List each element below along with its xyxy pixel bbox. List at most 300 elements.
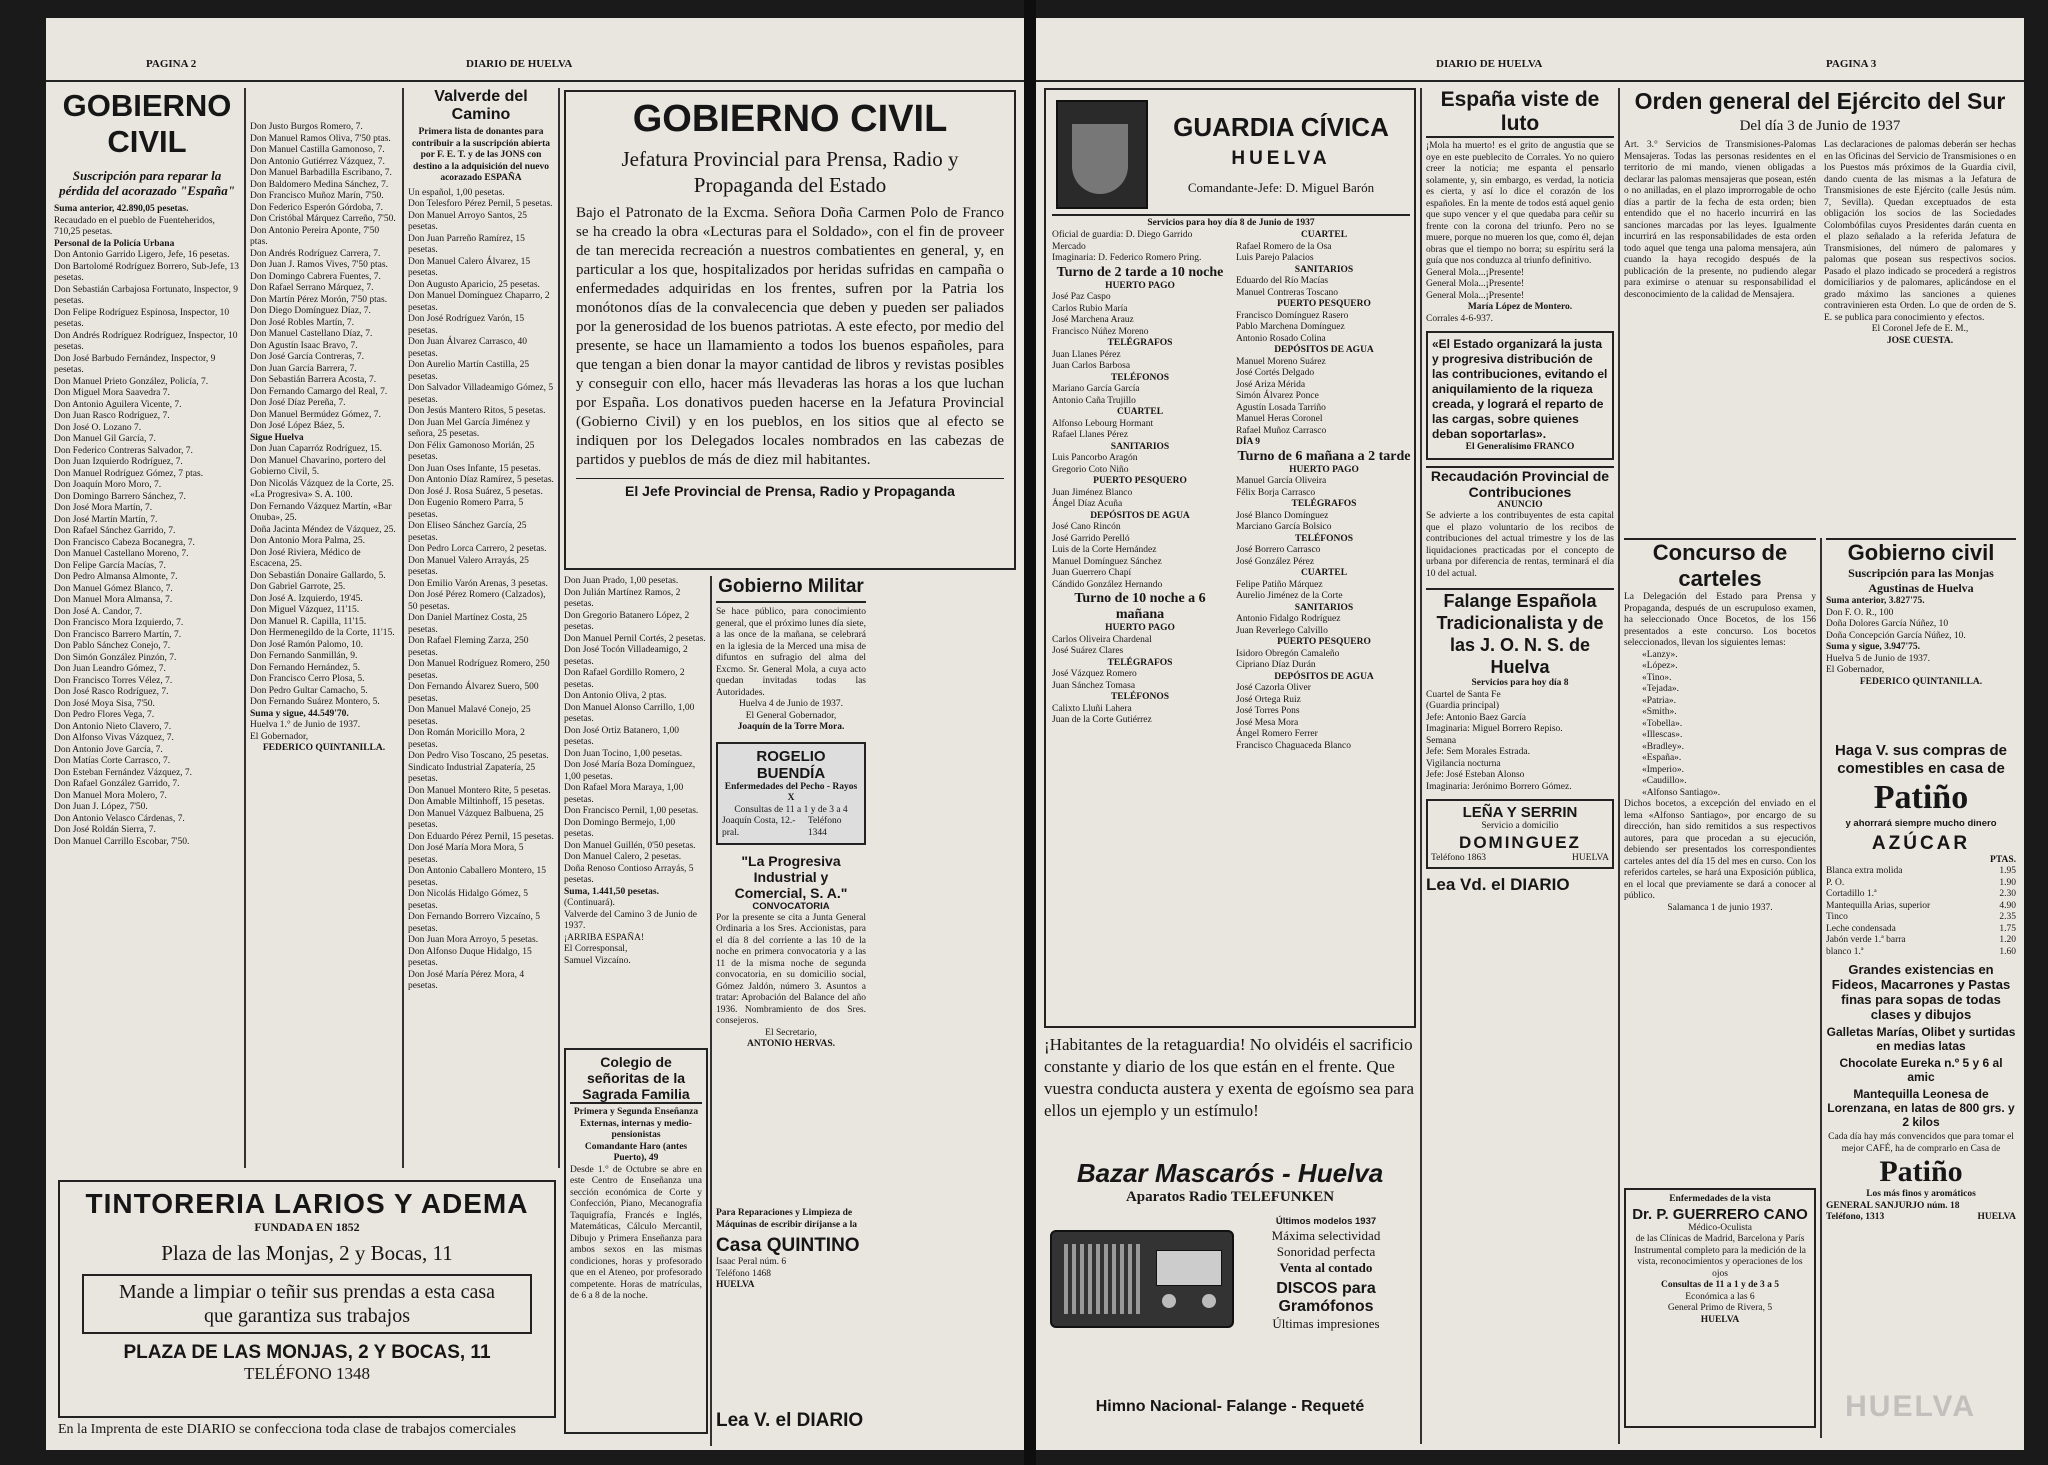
section-subtitle: Suscripción para reparar la pérdida del acorazado "España" [59,168,235,198]
ad-buendia [716,742,866,846]
section-title: Gobierno civil [1826,538,2016,566]
guard-item: Luis de la Corte Hernández [1052,545,1157,555]
list-item: Don Pedro Gultar Camacho, 5. [250,685,368,696]
guard-item: TELÉGRAFOS [1107,657,1173,668]
price-item: Jabón verde 1.ª barra [1826,935,1906,945]
list-item: Don Agustín Isaac Bravo, 7. [250,340,358,351]
list-item: Don Francisco Muñoz Marín, 7'50. [250,191,384,201]
list-item: Jefe: Sem Morales Estrada. [1426,747,1530,757]
ad-economic: Económica a las 6 [1685,1291,1755,1302]
guard-item: Turno de 6 mañana a 2 tarde [1237,448,1411,464]
list-item: Don José Barbudo Fernández, Inspector, 9 pesetas. [54,353,216,375]
guard-item: PUERTO PESQUERO [1277,637,1371,647]
bazar-mascaros-ad [1044,1158,1416,1444]
list-item: Don Fernando Vázquez Martín, «Bar Onuba», 25. [250,501,392,523]
ad-promo: Cada día hay más convencidos que para tomar el mejor CAFÉ, ha de comprarlo en Casa de [1828,1132,2014,1154]
ad-promo: Mantequilla Leonesa de Lorenzana, en latas de 800 grs. y 2 kilos [1827,1087,2015,1129]
guard-item: Manuel Heras Coronel [1236,414,1323,424]
guard-item: Turno de 2 tarde a 10 noche [1056,264,1224,280]
ad-name: Casa QUINTINO [716,1235,860,1256]
signature: María López de Montero. [1467,302,1573,312]
list-item: Don Félix Gamonoso Morián, 25 pesetas. [408,440,535,462]
list-item: Don Pedro Lorca Carrero, 2 pesetas. [408,544,547,554]
list-item: Don Manuel Carrillo Escobar, 7'50. [54,836,190,847]
list-item: Don Manuel Calero Álvarez, 15 pesetas. [408,256,531,278]
guard-item: Félix Borja Carrasco [1236,487,1316,498]
ad-hours: Consultas de 11 a 1 y de 3 a 5 [1661,1280,1779,1290]
radio-illustration [1050,1230,1234,1328]
commander: Comandante-Jefe: D. Miguel Barón [1187,180,1375,195]
list-item: Suma anterior, 3.827'75. [1826,596,1925,606]
list-item: Don Sebastián Carbajosa Fortunato, Inspector, 9 pesetas. [54,284,239,306]
recaudacion-notice [1426,466,1614,581]
patino-ad [1826,742,2016,1442]
list-item: Don Manuel Guillén, 0'50 pesetas. [564,840,696,851]
subscription-list [408,188,554,993]
price-list [1826,866,2016,958]
signature: Joaquín de la Torre Mora. [737,722,845,732]
list-item: Don Nicolás Vázquez de la Corte, 25. [250,478,394,489]
signature-role: El Coronel Jefe de E. M., [1871,324,1969,334]
lema-item: «España». [1642,753,1682,763]
guard-item: Manuel Moreno Suárez [1236,356,1326,367]
footer-lea-diario: Lea Vd. el DIARIO [1426,875,1570,894]
ad-address: GENERAL SANJURJO núm. 18 [1826,1200,1960,1211]
ad-city: HUELVA [1700,1314,1740,1325]
list-item: Jefe: Antonio Baez García [1426,712,1526,723]
ad-phone: Teléfono 1344 [807,816,842,838]
guard-item: Carlos Oliveira Chardenal [1052,634,1152,645]
guard-item: TELÉGRAFOS [1291,499,1357,509]
guard-item: José Torres Pons [1236,706,1300,716]
list-item: Don Manuel Castellano Moreno, 7. [54,549,189,559]
guard-item: Juan de la Corte Gutiérrez [1052,715,1152,725]
guardia-civica-section [1044,88,1416,1028]
guard-item: Juan Sánchez Tomasa [1052,680,1136,691]
list-item: Don Andrés Rodríguez Carrera, 7. [250,248,381,259]
ad-slogan: que garantiza sus trabajos [203,1305,411,1327]
list-item: Don Fernando Suárez Montero, 5. [250,697,380,707]
list-item: Don Eduardo Pérez Pernil, 15 pesetas. [408,831,554,842]
subscription-list [250,122,398,755]
ad-impresiones: Últimas impresiones [1272,1315,1380,1331]
lema-item: «Imperio». [1642,764,1684,775]
ad-feature: Venta al contado [1279,1259,1373,1275]
list-item: Doña Jacinta Méndez de Vázquez, 25. [250,524,396,535]
column-rule [558,88,560,1168]
ad-header: Enfermedades de la vista [1669,1194,1771,1204]
list-item: Don José Pérez Romero (Calzados), 50 pesetas. [408,590,546,612]
ad-city: HUELVA [716,1280,755,1290]
valverde-subscription [408,88,554,1168]
guard-item: DEPÓSITOS DE AGUA [1274,345,1374,355]
list-item: Don Juan Prado, 1,00 pesetas. [564,576,679,586]
ad-discos: DISCOS para Gramófonos [1276,1279,1376,1315]
guard-item: SANITARIOS [1294,602,1354,613]
list-item: Doña Renoso Contioso Arrayás, 5 pesetas. [564,863,694,885]
list-item: Don Pedro Almansa Almonte, 7. [54,572,178,582]
list-item: Don Francisco Pernil, 1,00 pesetas. [564,806,699,816]
guard-item: Manuel García Oliveira [1236,476,1327,486]
list-item: Suma y sigue, 44.549'70. [250,708,349,719]
list-item: Don José Robles Martín, 7. [250,317,354,328]
list-item: Don Federico Contreras Salvador, 7. [54,445,193,456]
list-item: Don Antonio Díaz Ramírez, 5 pesetas. [408,475,554,485]
list-item: Don Justo Burgos Romero, 7. [250,122,363,132]
guard-item: HUERTO PAGO [1105,280,1175,291]
guard-item: Mariano García García [1052,384,1140,394]
list-item: Don Juan Mora Arroyo, 5 pesetas. [408,935,539,945]
guard-item: Juan Carlos Barbosa [1052,361,1131,371]
article-body: ¡Mola ha muerto! es el grito de angustia que se oye en este pueblecito de Corrales. Yo no quiero creer la noticia; me espanta el pensarlo solamente, y, sin embargo, es verdad, la noticia es cierta, y así lo dice el corazón de los españoles. En la mente de todos está aquel genio que supo vencer y el que quedaba para ceñir su frente con la corona del triunfo. Pero no se muere, porque no mueren los que, como él, dejan obras que el tiempo no borra; su espíritu será la guía que nos conduzca al triunfo definitivo. [1426,141,1614,266]
ad-phone: TELÉFONO 1348 [243,1364,371,1383]
list-item: Don Amable Miltinhoff, 15 pesetas. [408,797,545,807]
guard-item: Juan Guerrero Chapí [1052,568,1132,578]
subscription-list [54,204,240,848]
guard-item: Cipriano Díaz Durán [1236,660,1316,670]
section-title: Falange Española Tradicionalista y de las J. O. N. S. de Huelva [1436,591,1604,677]
lema-item: «Patria». [1642,695,1677,706]
price-item: Cortadillo 1.ª [1826,889,1877,899]
guard-item: Rafael Muñoz Carrasco [1236,425,1327,436]
list-item: Don Juan J. López, 7'50. [54,802,148,812]
column-rule [402,88,404,1168]
lema-item: «Bradley». [1642,741,1684,752]
list-item: Jefe: José Esteban Alonso [1426,770,1525,780]
notice-body: Se advierte a los contribuyentes de esta capital que el plazo voluntario de los recibos de contribuciones del actual trimestre y los de las liquidaciones practicadas por el concepto de urbana por diferencia de rentas, terminará el día 10 del actual. [1426,511,1614,579]
list-item: Don Rafael González Garrido, 7. [54,779,180,789]
list-item: Don José María Boza Domínguez, 1,00 pesetas. [564,760,696,782]
list-item: Don Pedro Flores Vega, 7. [54,710,155,720]
guard-item: Calixto Lluñi Lahera [1052,703,1132,714]
list-item: Don Juan García Barrera, 7. [250,363,357,374]
ad-address: Plaza de las Monjas, 2 y Bocas, 11 [161,1241,453,1265]
list-item: Don José Mora Martín, 7. [54,503,153,513]
list-item: Imaginaria: Jerónimo Borrero Gómez. [1426,781,1572,792]
notice-body: Bajo el Patronato de la Excma. Señora Doña Carmen Polo de Franco se ha creado la obra «Lecturas para el Soldado», con el fin de proveer de tan merecida recreación a nuestros combatientes en general, y, en particular a los que, hospitalizados por heridas sufridas en campaña o enfermedades adquiridas en los frentes, sufren por la Patria los monótonos días de la convalecencia que deben y pueden ser paliados por la generosidad de los buenos patriotas. A este efecto, por medio del presente, se hace un llamamiento a todos los buenos españoles, para que tengan a bien donar la mayor cantidad de libros y revistas posibles y conseguir con ello, hacer más llevaderas las horas a los que luchan por España. Los donativos pueden hacerse en la Jefatura Provincial (Gobierno Civil) y en los pueblos, en los sitios que al efecto se indiquen por los Delegados locales nombrados en las cabezas de partidos y pueblos de más de diez mil habitantes. [576,205,1004,468]
list-item: Don Manuel Ramos Oliva, 7'50 ptas. [250,133,391,144]
casa-quintino-ad [716,1208,866,1402]
list-item: Don Eliseo Sánchez García, 25 pesetas. [408,521,527,543]
guard-item: Rafael Romero de la Osa [1236,241,1332,252]
ad-name: TINTORERIA LARIOS Y ADEMA [85,1188,529,1219]
guard-item: Simón Álvarez Ponce [1236,391,1319,401]
guard-item: José Borrero Carrasco [1236,545,1321,555]
right-masthead: DIARIO DE HUELVA [1436,58,1543,70]
list-item: Don Aurelio Martín Castilla, 25 pesetas. [408,360,530,382]
guard-item: José Ariza Mérida [1236,379,1306,390]
section-subtitle: ANUNCIO [1497,499,1543,510]
lema-item: «Tino». [1642,672,1672,683]
signature-role: El Secretario, [765,1027,817,1038]
list-item: Don Rafael Sánchez Garrido, 7. [54,526,176,536]
notice-body: Dichos bocetos, a excepción del enviado en el lema «Alfonso Santiago», por encargo de su dirección, han sido remitidos a sus respectivos autores, para que procedan a su ejecución, debiendo ser presentados los correspondientes carteles antes del día 15 del mes en curso. Con los referidos carteles, se hará una Exposición pública, en el local que previamente se dará a conocer al público. [1624,799,1816,901]
list-item: Don Juan Mel García Jiménez y señora, 25 pesetas. [408,417,531,439]
guard-item: Aurelio Jiménez de la Corte [1236,591,1343,601]
center-column [1426,88,1614,1444]
ad-name: Bazar Mascarós - Huelva [1076,1158,1384,1188]
lemas-list [1624,650,1816,800]
section-title: GOBIERNO CIVIL [62,88,232,159]
guard-item: CUARTEL [1300,568,1348,578]
order-body-left: Art. 3.° Servicios de Transmisiones-Palomas Mensajeras. Todas las personas residentes en el territorio de mi mando, vienen obligadas a declarar las palomas mensajeras que posean, estén o no anilladas, en el plazo improrrogable de ocho días a partir de la fecha de esta orden; bien entendido que el no hacerlo incurrirá en las sanciones marcadas por las leyes. Igualmente incurrirá en las responsabilidades de esta orden todo aquel que tenga una paloma mensajera, aún cuando la haya recogido después de la publicación de la presente, no pudiendo alegar para eximirse o atenuar su responsabilidad el desconocimiento de la calidad de Mensajera. [1624,140,1816,300]
list-item: Don José Ramón Palomo, 10. [250,639,363,650]
list-item: Don Antonio Garrido Ligero, Jefe, 16 pesetas. [54,250,230,260]
list-item: Don Pablo Sánchez Conejo, 7. [54,641,171,651]
habitantes-notice: ¡Habitantes de la retaguardia! No olvidéis el sacrificio constante y diario de los que están en el frente. Que vuestra conducta austera y exenta de egoísmo sea para ellos un ejemplo y un estímulo! [1044,1035,1415,1120]
lecturas-soldado-notice [564,90,1016,570]
lema-item: «Tejada». [1642,684,1680,694]
notice-body: La Delegación del Estado para Prensa y Propaganda, después de un escrupuloso examen, ha seleccionado Once Bocetos, de los 156 presentados a este concurso. Los bocetos seleccionados, llevan los siguientes lemas: [1624,592,1816,648]
guard-item: Ángel Romero Ferrer [1236,729,1318,739]
lena-serrin-ad [1426,799,1614,869]
list-item: Don Domingo Barrero Sánchez, 7. [54,491,186,502]
list-item: Don Cristóbal Márquez Carreño, 7'50. [250,214,396,224]
guard-item: Manuel Contreras Toscano [1236,287,1339,298]
list-item: Sigue Huelva [250,432,304,443]
list-item: Don Francisco Torres Vélez, 7. [54,675,173,686]
ad-feature: Sonoridad perfecta [1276,1243,1376,1259]
ad-line: Aparatos Radio TELEFUNKEN [1125,1189,1335,1205]
guard-item: Isidoro Obregón Camaleño [1236,648,1340,659]
guard-item: HUERTO PAGO [1105,623,1175,633]
guard-item: Luis Pancorbo Aragón [1052,453,1138,463]
list-item: Don Joaquín Moro Moro, 7. [54,480,162,490]
section-title: GUARDIA CÍVICA [1173,112,1389,142]
list-item: Suma, 1.441,50 pesetas. [564,886,660,897]
list-item: Don Antonio Caballero Montero, 15 pesetas. [408,866,546,888]
notice-body: Por la presente se cita a Junta General Ordinaria a los Sres. Accionistas, para el día 8 del corriente a las 10 de la noche en primera convocatoria y a las 11 de la misma noche de segunda convocatoria, en su domicilio social, Gómez Jaldón, número 3. Asuntos a tratar: Aprobación del Balance del año 1936. Nombramiento de dos Sres. consejeros. [716,912,866,1026]
ad-address: General Primo de Rivera, 5 [1667,1303,1773,1313]
list-item: Don Matías Corte Carrasco, 7. [54,756,171,766]
colegio-sagrada-familia-ad [564,1048,708,1434]
list-item: Don Juan Izquierdo Rodríguez, 7. [54,457,183,467]
list-item: Don Antonio Oliva, 2 ptas. [564,691,667,701]
list-item: Don Esteban Fernández Vázquez, 7. [54,767,193,778]
guard-item: Antonio Fidalgo Rodríguez [1236,614,1341,624]
section-subtitle: Jefatura Provincial para Prensa, Radio y Propaganda del Estado [621,147,959,197]
guard-item: José Suárez Clares [1052,646,1124,656]
list-item: Don José Díaz Pereña, 7. [250,398,346,408]
section-title: Recaudación Provincial de Contribuciones [1430,467,1610,500]
price-value: 1.60 [1999,946,2016,957]
list-item: Don Rafael Serrano Márquez, 7. [250,283,374,293]
quote-body: «El Estado organizará la justa y progresiva distribución de las contribuciones, evitando el aniquilamiento de la riqueza creada, y logrará el reparto de las cargas, sobre quienes deban soportarlas». [1432,337,1608,441]
archive-watermark: HUELVA [1845,1390,1976,1423]
guard-item: José Ortega Ruiz [1236,694,1301,705]
guard-item: Ángel Díaz Acuña [1052,499,1123,509]
price-row [1826,901,2016,913]
list-item: Don Gabriel Garrote, 25. [250,582,346,592]
book-gutter [1024,0,1036,1465]
list-item: Don Jesús Mantero Ritos, 5 pesetas. [408,406,546,416]
list-item: Cuartel de Santa Fe [1426,689,1501,700]
list-item: Don José Moya Sisa, 7'50. [54,698,155,709]
list-item: Don Juan Parreño Ramírez, 15 pesetas. [408,233,525,255]
list-item: Don Manuel Domínguez Chaparro, 2 pesetas. [408,291,550,313]
list-item: Don Martín Pérez Morón, 7'50 ptas. [250,294,388,305]
list-item: Don Domingo Cabrera Fuentes, 7. [250,271,381,282]
list-item: Don Julián Martínez Ramos, 2 pesetas. [564,587,681,609]
notice-date: Salamanca 1 de junio 1937. [1667,902,1773,913]
lema-item: «Caudillo». [1642,776,1687,786]
list-item: Don Alfonso Vivas Vázquez, 7. [54,733,174,743]
left-masthead: DIARIO DE HUELVA [466,58,573,70]
price-item: blanco 1.ª [1826,946,1864,957]
falange-list [1426,690,1614,794]
lema-item: «Lanzy». [1642,649,1678,660]
list-item: Don Manuel Castellano Díaz, 7. [250,329,373,339]
guard-item: José Blanco Domínguez [1236,510,1329,521]
right-folio: PAGINA 3 [1826,58,1877,70]
orden-general-section [1624,88,2016,528]
guard-item: Manuel Domínguez Sánchez [1052,556,1162,567]
ad-city: HUELVA [1572,852,1609,863]
falange-notice [1426,588,1614,793]
list-item: Don Fernando Camargo del Real, 7. [250,386,388,397]
section-subtitle: Suscripción para las Monjas Agustinas de Huelva [1848,566,1994,595]
prices-header: PTAS. [1990,854,2016,865]
list-item: Don Antonio Nieto Clavero, 7. [54,721,172,732]
list-item: Don Manuel Arroyo Santos, 25 pesetas. [408,210,528,232]
guard-item: Imaginaria: D. Federico Romero Pring. [1052,253,1202,263]
list-item: Don Manuel Chavarino, portero del Gobierno Civil, 5. [250,455,386,477]
list-item: Personal de la Policía Urbana [54,238,175,249]
list-item: Don Eugenio Romero Parra, 5 pesetas. [408,498,524,520]
ad-body: Instrumental completo para la medición de la vista, reconocimientos y operaciones de los ojos [1634,1245,1806,1279]
list-item: Don Román Moricillo Mora, 2 pesetas. [408,728,525,750]
right-page-header [1036,54,2024,82]
left-folio: PAGINA 2 [146,58,197,70]
section-city: HUELVA [1231,148,1331,169]
order-body-right [1824,140,2016,347]
guard-item: Rafael Llanes Pérez [1052,430,1128,440]
list-item: Don Rafael Gordillo Romero, 2 pesetas. [564,668,685,690]
list-item: Don José O. Lozano 7. [54,422,142,433]
ad-name: DOMINGUEZ [1459,832,1581,852]
ad-name: ROGELIO BUENDÍA [756,747,826,782]
list-item: Don Miguel Mora Saavedra 7. [54,388,170,398]
list-item: Don Telesforo Pérez Pernil, 5 pesetas. [408,199,553,209]
list-item: Don Felipe García Macías, 7. [54,560,166,571]
valverde-list-continued [564,576,706,1046]
list-item: Don Manuel Castilla Gamonoso, 7. [250,145,385,155]
price-item: Blanca extra molida [1826,866,1903,876]
lema-item: «Tobella». [1642,718,1683,729]
ad-city: HUELVA [1977,1212,2016,1222]
price-item: Leche condensada [1826,923,1896,934]
ad-promo: Chocolate Eureka n.º 5 y 6 al amic [1839,1056,2003,1084]
list-item: El Gobernador, [1826,665,1885,675]
list-item: Huelva 5 de Junio de 1937. [1826,653,1930,664]
guard-item: Antonio Rosado Colina [1236,333,1326,344]
footer-imprenta: En la Imprenta de este DIARIO se confecciona toda clase de trabajos comerciales [58,1422,516,1437]
list-item: Don Juan Álvarez Carrasco, 40 pesetas. [408,337,527,359]
lema-item: «López». [1642,661,1678,671]
list-item: Semana [1426,735,1457,746]
closing-line: General Mola...¡Presente! [1426,290,1525,301]
list-item: Don Emilio Varón Arenas, 3 pesetas. [408,578,548,589]
list-item: Don Manuel Montero Rite, 5 pesetas. [408,785,551,796]
price-value: 1.95 [1999,866,2016,876]
list-item: Don Manuel Valero Arrayás, 25 pesetas. [408,555,529,577]
guard-item: Francisco Domínguez Rasero [1236,310,1349,321]
column-rule [710,576,712,1446]
list-item: Don Francisco Barrero Martín, 7. [54,629,182,640]
ad-title: Médico-Oculista [1688,1222,1752,1233]
subscription-list [1826,596,2016,688]
ad-line: Enfermedades del Pecho - Rayos X [724,781,858,803]
column-rule [1420,88,1422,1444]
ad-title: LEÑA Y SERRIN [1462,804,1578,821]
column-rule [1820,538,1822,1438]
list-item: Don Federico Esperón Górdoba, 7. [250,202,383,213]
left-page [46,18,1024,1450]
subscription-list-continued [250,122,398,1172]
ad-promo: Grandes existencias en Fideos, Macarrones y Pastas finas para sopas de todas clases y dibujos [1831,962,2011,1022]
guard-item: Juan Jiménez Blanco [1052,487,1133,498]
list-item: Valverde del Camino 3 de Junio de 1937. [564,909,697,931]
list-item: Don Alfonso Duque Hidalgo, 15 pesetas. [408,946,532,968]
list-item: Doña Concepción García Núñez, 10. [1826,630,1966,641]
list-item: Don Fernando Sanmillán, 9. [250,651,358,661]
guard-item: DEPÓSITOS DE AGUA [1274,671,1374,682]
list-item: Don José Rasco Rodríguez, 7. [54,687,169,697]
list-item: ¡ARRIBA ESPAÑA! [564,932,645,943]
list-item: Don Manuel Gil García, 7. [54,434,156,444]
guard-item: José Vázquez Romero [1052,669,1137,679]
list-item: Don Antonio Gutiérrez Vázquez, 7. [250,156,385,167]
list-item: Don Manuel Rodríguez Romero, 250 pesetas. [408,659,550,681]
list-item: Don José A. Candor, 7. [54,606,143,617]
list-item: Don Antonio Jove García, 7. [54,744,163,755]
list-item: Don Manuel Alonso Carrillo, 1,00 pesetas. [564,702,695,724]
price-item: Mantequilla Arias, superior [1826,900,1931,911]
price-row [1826,935,2016,947]
signature: El Generalísimo FRANCO [1465,442,1575,452]
guard-item: José Paz Caspo [1052,292,1111,302]
list-item: Suma y sigue, 3.947'75. [1826,642,1920,652]
guard-item: Francisco Núñez Moreno [1052,326,1149,337]
price-value: 1.75 [1999,923,2016,934]
guard-item: Juan Llanes Pérez [1052,349,1121,360]
ad-name: Dr. P. GUERRERO CANO [1632,1205,1808,1223]
list-item: Don José López Báez, 5. [250,421,345,431]
list-item: Don Antonio Mora Palma, 25. [250,536,366,546]
list-item: Don Manuel Calero, 2 pesetas. [564,852,682,862]
list-item: Don Antonio Aguilera Vicente, 7. [54,399,182,410]
list-item: Don Juan Leandro Gómez, 7. [54,664,166,674]
franco-quote [1426,331,1614,460]
price-value: 4.90 [1999,900,2016,911]
ad-phone: Teléfono 1863 [1431,852,1487,863]
list-item: Don Rafael Mora Maraya, 1,00 pesetas. [564,783,684,805]
list-item: Don José J. Rosa Suárez, 5 pesetas. [408,486,543,497]
guard-item: Alfonso Lebourg Hormant [1052,418,1154,429]
guard-item: Antonio Caña Trujillo [1052,395,1136,406]
list-item: Don Juan J. Ramos Vives, 7'50 ptas. [250,260,388,270]
guard-item: Luis Parejo Palacios [1236,253,1314,263]
list-item: Don Augusto Aparicio, 25 pesetas. [408,279,540,290]
list-item: Don Sebastián Barrera Acosta, 7. [250,375,377,385]
guard-item: Felipe Patiño Márquez [1236,579,1323,590]
guard-item: José Cazorla Oliver [1236,683,1311,693]
list-item: FEDERICO QUINTANILLA. [1859,676,1983,687]
section-date: Del día 3 de Junio de 1937 [1739,118,1901,134]
list-item: Don Antonio Velasco Cárdenas, 7. [54,813,185,824]
list-item: Don Juan Tocino, 1,00 pesetas. [564,748,683,759]
list-item: Don Manuel Vázquez Balbuena, 25 pesetas. [408,808,544,830]
